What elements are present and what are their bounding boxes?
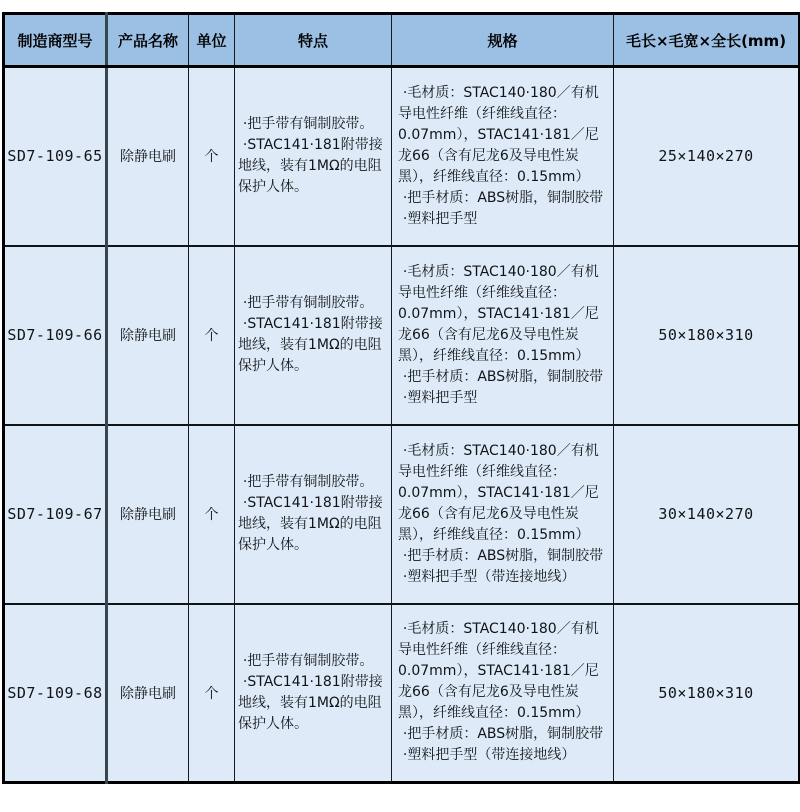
spec-line: ·毛材质：STAC140·180／有机导电性纤维（纤维线直径：0.07mm），STAC141·181／尼龙66（含有尼龙6及导电性炭黑），纤维线直径：0.15mm） xyxy=(398,263,599,364)
dimensions-cell: 50×180×310 xyxy=(614,246,800,425)
header-features: 特点 xyxy=(235,14,392,67)
spec-line: ·把手材质：ABS树脂，铜制胶带 xyxy=(402,189,604,206)
spec-line: ·塑料把手型（带连接地线） xyxy=(402,568,576,585)
product-name-cell: 除静电刷 xyxy=(107,67,189,246)
spec-line: ·塑料把手型（带连接地线） xyxy=(402,747,576,764)
header-model: 制造商型号 xyxy=(4,14,107,67)
unit-cell: 个 xyxy=(189,425,235,604)
feature-line: ·STAC141·181附带接地线，装有1MΩ的电阻保护人体。 xyxy=(238,137,383,196)
dimensions-cell: 50×180×310 xyxy=(614,604,800,783)
product-spec-table xyxy=(2,12,800,784)
specs-cell xyxy=(392,604,614,783)
specs-cell xyxy=(392,67,614,246)
specs-cell xyxy=(392,246,614,425)
feature-line: ·把手带有铜制胶带。 xyxy=(242,652,374,669)
table-header-row xyxy=(4,14,800,67)
feature-line: ·把手带有铜制胶带。 xyxy=(242,474,374,490)
table-row xyxy=(4,67,800,246)
model-cell: SD7-109-66 xyxy=(4,246,107,425)
spec-line: ·毛材质：STAC140·180／有机导电性纤维（纤维线直径：0.07mm），STAC141·181／尼龙66（含有尼龙6及导电性炭黑），纤维线直径：0.15mm） xyxy=(398,442,599,543)
specs-cell xyxy=(392,425,614,604)
product-name-cell: 除静电刷 xyxy=(107,604,189,783)
unit-cell: 个 xyxy=(189,246,235,425)
spec-line: ·把手材质：ABS树脂，铜制胶带 xyxy=(402,547,604,564)
spec-line: ·毛材质：STAC140·180／有机导电性纤维（纤维线直径：0.07mm），STAC141·181／尼龙66（含有尼龙6及导电性炭黑），纤维线直径：0.15mm） xyxy=(398,621,599,722)
table-row xyxy=(4,604,800,783)
feature-line: ·STAC141·181附带接地线，装有1MΩ的电阻保护人体。 xyxy=(238,316,383,374)
header-dimensions: 毛长×毛宽×全长(mm) xyxy=(614,14,800,67)
spec-line: ·把手材质：ABS树脂，铜制胶带 xyxy=(402,726,604,743)
header-specs: 规格 xyxy=(392,14,614,67)
features-cell xyxy=(235,246,392,425)
unit-cell: 个 xyxy=(189,604,235,783)
dimensions-cell: 30×140×270 xyxy=(614,425,800,604)
header-product-name: 产品名称 xyxy=(107,14,189,67)
feature-line: ·把手带有铜制胶带。 xyxy=(242,295,374,311)
spec-line: ·塑料把手型 xyxy=(402,389,478,406)
model-cell: SD7-109-68 xyxy=(4,604,107,783)
feature-line: ·STAC141·181附带接地线，装有1MΩ的电阻保护人体。 xyxy=(238,673,383,732)
feature-line: ·把手带有铜制胶带。 xyxy=(242,116,374,133)
spec-line: ·把手材质：ABS树脂，铜制胶带 xyxy=(402,368,604,385)
product-name-cell: 除静电刷 xyxy=(107,246,189,425)
feature-line: ·STAC141·181附带接地线，装有1MΩ的电阻保护人体。 xyxy=(238,495,383,553)
table-row xyxy=(4,246,800,425)
spec-line: ·毛材质：STAC140·180／有机导电性纤维（纤维线直径：0.07mm），STAC141·181／尼龙66（含有尼龙6及导电性炭黑），纤维线直径：0.15mm） xyxy=(398,84,599,185)
features-cell xyxy=(235,425,392,604)
model-cell: SD7-109-65 xyxy=(4,67,107,246)
spec-line: ·塑料把手型 xyxy=(402,210,478,227)
table-row xyxy=(4,425,800,604)
unit-cell: 个 xyxy=(189,67,235,246)
model-cell: SD7-109-67 xyxy=(4,425,107,604)
product-name-cell: 除静电刷 xyxy=(107,425,189,604)
features-cell xyxy=(235,67,392,246)
header-unit: 单位 xyxy=(189,14,235,67)
features-cell xyxy=(235,604,392,783)
dimensions-cell: 25×140×270 xyxy=(614,67,800,246)
